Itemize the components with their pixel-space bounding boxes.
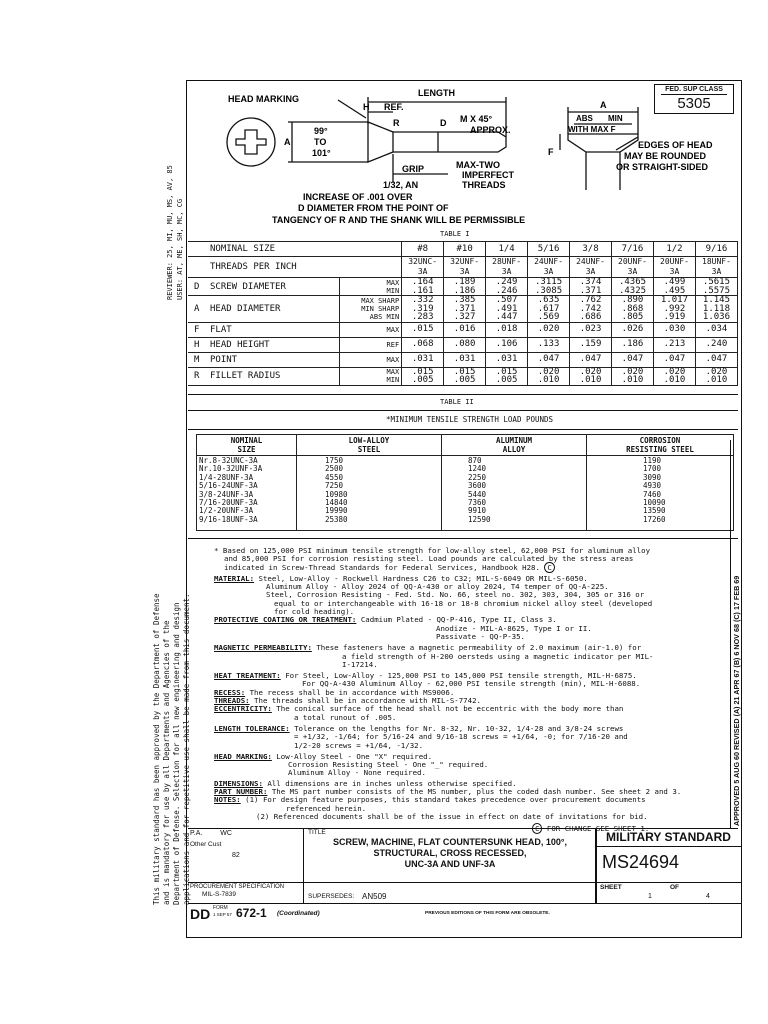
angle-label: 99° TO 101° xyxy=(312,126,331,158)
t1-value: .507 .491 .447 xyxy=(486,296,528,323)
t1-value: 1.145 1.118 1.036 xyxy=(695,296,737,323)
title-line2: STRUCTURAL, CROSS RECESSED, xyxy=(373,848,527,858)
t1-value: .499 .495 xyxy=(653,278,695,296)
cross-recess xyxy=(236,130,266,154)
t1-thread-7: 18UNF-3A xyxy=(695,257,737,278)
t1-size-4: 3/8 xyxy=(570,242,612,257)
edges-line1: EDGES OF HEAD xyxy=(638,140,713,150)
change-c-mark: C xyxy=(532,823,542,834)
t1-value: .020 .010 xyxy=(528,367,570,385)
head-marking-2: Corrosion Resisting Steel - One "_" required. xyxy=(288,760,489,770)
t1-thread-3: 24UNF-3A xyxy=(528,257,570,278)
t1-thread-4: 24UNF-3A xyxy=(570,257,612,278)
t1-value: .3115 .3085 xyxy=(528,278,570,296)
length-tol-1: Tolerance on the lengths for Nr. 8-32, Nr. 10-32, 1/4-28 and 3/8-24 screws xyxy=(289,723,624,733)
t1-row-f xyxy=(188,322,738,337)
a2-label: A xyxy=(600,100,607,110)
mil-std-label: MILITARY STANDARD xyxy=(596,828,741,847)
t1-value: .031 xyxy=(402,352,444,367)
supersedes-cell xyxy=(303,882,597,904)
length-tol-2: = +1/32, -1/64; for 5/16-24 and 9/16-18 screws = +1/64, -0; for 7/16-20 and xyxy=(294,732,628,742)
t1-row-name: HEAD HEIGHT xyxy=(210,339,270,350)
t1-row-m xyxy=(188,352,738,367)
edges-line2: MAY BE ROUNDED xyxy=(624,151,707,161)
table2-bottom-rule xyxy=(188,538,738,539)
t1-row-symbol: F xyxy=(194,324,200,335)
t1-value: .023 xyxy=(570,322,612,337)
heat-2: For QQ-A-430 Aluminum Alloy - 62,000 PSI tensile strength (min), MIL-H-6088. xyxy=(302,679,641,689)
t1-value: .240 xyxy=(695,337,737,352)
eccentricity-2: a total runout of .005. xyxy=(294,712,397,722)
other-cust-value: 82 xyxy=(232,852,240,859)
t1-row-label xyxy=(188,278,340,296)
note-line3: TANGENCY OF R AND THE SHANK WILL BE PERMISSIBLE xyxy=(272,215,526,225)
note-line1: INCREASE OF .001 OVER xyxy=(303,192,413,202)
head-marking-3: Aluminum Alloy - None required. xyxy=(288,768,426,778)
t1-value: .374 .371 xyxy=(570,278,612,296)
ref-label: REF. xyxy=(384,102,404,112)
t1-value: .762 .742 .686 xyxy=(570,296,612,323)
t1-row-symbol: M xyxy=(194,354,200,365)
edges-line3: OR STRAIGHT-SIDED xyxy=(616,162,709,172)
t1-value: .068 xyxy=(402,337,444,352)
material-2: Aluminum Alloy - Alloy 2024 of QQ-A-430 or alloy 2024, T4 temper of QQ-A-225. xyxy=(266,582,609,592)
user-text: USER: AT, ME, SH, MC, CG xyxy=(176,198,184,300)
t1-value: .026 xyxy=(612,322,654,337)
t1-row-nominal-size xyxy=(188,242,738,257)
table1 xyxy=(188,241,738,386)
min-label: MIN xyxy=(608,114,623,123)
m45-label: M X 45° xyxy=(460,114,493,124)
h-label: H xyxy=(363,102,370,112)
t1-value: .4365 .4325 xyxy=(612,278,654,296)
t1-size-7: 9/16 xyxy=(695,242,737,257)
t1-value: .015 .005 xyxy=(486,367,528,385)
d-label: D xyxy=(440,118,447,128)
length-label: LENGTH xyxy=(418,88,455,98)
c-mark: C xyxy=(544,562,554,573)
pa-cell xyxy=(188,828,304,883)
eccentricity-1: The conical surface of the head shall not be eccentric with the body more than xyxy=(271,704,624,714)
protective-label: PROTECTIVE COATING OR TREATMENT: xyxy=(214,615,357,625)
head-top-view xyxy=(227,118,275,166)
t1-row-a xyxy=(188,296,738,323)
t1-row-symbol: D xyxy=(194,281,200,292)
t1-value: .5615 .5575 xyxy=(695,278,737,296)
t1-row-label xyxy=(188,337,340,352)
sheet-value: 1 xyxy=(648,893,652,900)
dimensions-label: DIMENSIONS: xyxy=(214,778,263,788)
coordinated-label: (Coordinated) xyxy=(277,910,320,917)
t1-value: .047 xyxy=(570,352,612,367)
t1-thread-1: 32UNF-3A xyxy=(444,257,486,278)
table2-subtitle: *MINIMUM TENSILE STRENGTH LOAD POUNDS xyxy=(386,415,554,424)
t1-row-label xyxy=(188,322,340,337)
t1-value: .020 .010 xyxy=(695,367,737,385)
supersedes-value: AN509 xyxy=(362,892,387,901)
t1-row-name: POINT xyxy=(210,354,238,365)
t1-value: .635 .617 .569 xyxy=(528,296,570,323)
approval-line4: applications and for repetitive use shall be made from this document. xyxy=(182,593,191,905)
t1-value: .015 xyxy=(402,322,444,337)
t1-row-symbol: R xyxy=(194,371,200,381)
notes-2: (2) Referenced documents shall be of the issue in effect on date of invitations for bid. xyxy=(256,811,648,821)
title-label: TITLE xyxy=(308,829,326,836)
threads-note-label: THREADS: xyxy=(214,696,250,706)
t1-row-label xyxy=(188,367,340,385)
t1-value: .015 .005 xyxy=(444,367,486,385)
t1-value: .020 .010 xyxy=(570,367,612,385)
heat-label: HEAT TREATMENT: xyxy=(214,671,281,681)
previous-editions: PREVIOUS EDITIONS OF THIS FORM ARE OBSOLETE. xyxy=(425,911,550,916)
t1-row-name: HEAD DIAMETER xyxy=(210,303,281,314)
t1-row-qualifier: MAX xyxy=(340,322,402,337)
of-label: OF xyxy=(670,884,680,891)
magnetic-label: MAGNETIC PERMEABILITY: xyxy=(214,643,312,653)
eccentricity-label: ECCENTRICITY: xyxy=(214,704,272,714)
t1-thread-6: 20UNF-3A xyxy=(653,257,695,278)
material-4: equal to or interchangeable with 16-18 or 18-8 chromium nickel alloy steel (developed xyxy=(274,598,653,608)
note-line2: D DIAMETER FROM THE POINT OF xyxy=(298,203,449,213)
t1-row-name: SCREW DIAMETER xyxy=(210,281,286,292)
t1-row-symbol: H xyxy=(194,339,200,350)
t1-value: .020 .010 xyxy=(612,367,654,385)
t1-value: .047 xyxy=(528,352,570,367)
title-line3: UNC-3A AND UNF-3A xyxy=(404,859,496,869)
table1-title: TABLE I xyxy=(440,230,470,238)
table2-head-rule xyxy=(188,429,738,430)
t1-value: .031 xyxy=(486,352,528,367)
protective-3: Passivate - QQ-P-35. xyxy=(436,631,525,641)
screw-shank xyxy=(393,132,506,152)
t1-thread-0: 32UNC-3A xyxy=(402,257,444,278)
abs-label: ABS xyxy=(576,114,593,123)
threads-note-text: The threads shall be in accordance with MIL-S-7742. xyxy=(249,696,481,706)
fed-sup-class-value: 5305 xyxy=(661,94,727,112)
dimensions-text: All dimensions are in inches unless otherwise specified. xyxy=(262,778,517,788)
t1-threads-label: THREADS PER INCH xyxy=(188,257,402,278)
t1-thread-2: 28UNF-3A xyxy=(486,257,528,278)
table2 xyxy=(196,434,734,531)
r-label: R xyxy=(393,118,400,128)
t2-sizes: Nr.8-32UNC-3A Nr.10-32UNF-3A 1/4-28UNF-3A 5/16-24UNF-3A 3/8-24UNF-3A 7/16-20UNF-3A 1/2-20UNF-3A 9/16-18UNF-3A xyxy=(197,456,297,531)
t1-value: .106 xyxy=(486,337,528,352)
material-3: Steel, Corrosion Resisting - Fed. Std. No. 66, steel no. 302, 303, 304, 305 or 316 or xyxy=(266,590,645,600)
t1-value: .047 xyxy=(653,352,695,367)
t1-row-name: FLAT xyxy=(210,324,232,335)
a-label: A xyxy=(284,137,291,147)
length-tol-3: 1/2-20 screws = +1/64, -1/32. xyxy=(294,740,424,750)
t1-value: .015 .005 xyxy=(402,367,444,385)
notes-1: (1) For design feature purposes, this standard takes precedence over procurement documents xyxy=(240,795,646,805)
material-5: for cold heading). xyxy=(274,607,355,617)
t1-value: .080 xyxy=(444,337,486,352)
table2-title: TABLE II xyxy=(440,398,474,406)
t1-value: .890 .868 .805 xyxy=(612,296,654,323)
t1-row-label xyxy=(188,352,340,367)
t1-value: .020 .010 xyxy=(653,367,695,385)
t1-thread-5: 20UNF-3A xyxy=(612,257,654,278)
t1-row-symbol: A xyxy=(194,303,200,314)
pa-value: WC xyxy=(220,830,232,837)
magnetic-3: I-17214. xyxy=(342,659,378,669)
sheet-label: SHEET xyxy=(600,884,622,891)
max-two-label: MAX-TWO xyxy=(456,160,500,170)
approval-line1: This military standard has been approved by the Department of Defense xyxy=(152,593,161,905)
supersedes-label: SUPERSEDES: xyxy=(308,893,355,900)
t1-value: .164 .161 xyxy=(402,278,444,296)
t1-nominal-size-label: NOMINAL SIZE xyxy=(188,242,402,257)
t1-row-r xyxy=(188,367,738,385)
mil-std-cell xyxy=(595,828,741,883)
t1-row-h xyxy=(188,337,738,352)
head-marking-label: HEAD MARKING xyxy=(228,94,299,104)
threads-label: THREADS xyxy=(462,180,506,190)
shank-right-view xyxy=(586,152,620,190)
notes-1b: referenced herein. xyxy=(286,803,367,813)
t1-row-d xyxy=(188,278,738,296)
t1-value: .020 xyxy=(528,322,570,337)
form-label: FORM xyxy=(213,905,228,911)
t2-aluminum: 870 1240 2250 3600 5440 7360 9910 12590 xyxy=(442,456,587,531)
pa-label: P.A. xyxy=(190,830,203,837)
t1-value: .133 xyxy=(528,337,570,352)
t1-value: .047 xyxy=(612,352,654,367)
note-0c: indicated in Screw-Thread Standards for Federal Services, Handbook H28. xyxy=(224,562,540,572)
change-note: FOR CHANGE SEE SHEET 1. xyxy=(546,824,650,834)
note-0b: and 85,000 PSI for corrosion resisting steel. Load pounds are calculated by the stress areas xyxy=(224,554,634,564)
of-value: 4 xyxy=(706,893,710,900)
t1-value: 1.017 .992 .919 xyxy=(653,296,695,323)
recess-text: The recess shall be in accordance with MS9006. xyxy=(245,687,455,697)
fed-sup-class-label: FED. SUP CLASS xyxy=(665,86,723,93)
t2-header-low-alloy: LOW-ALLOY STEEL xyxy=(297,435,442,456)
part-number-label: PART NUMBER: xyxy=(214,787,268,797)
sheet-cell xyxy=(595,882,741,904)
form-date: 1 SEP 57 xyxy=(213,912,232,917)
t1-row-qualifier: MAX SHARP MIN SHARP ABS MIN xyxy=(340,296,402,323)
t1-value: .030 xyxy=(653,322,695,337)
head-marking-1: Low-Alloy Steel - One "X" required. xyxy=(271,751,433,761)
t1-row-name: FILLET RADIUS xyxy=(210,371,281,381)
proc-spec-cell xyxy=(188,882,304,904)
one32-label: 1/32, AN xyxy=(383,180,419,190)
t1-value: .034 xyxy=(695,322,737,337)
t1-size-5: 7/16 xyxy=(612,242,654,257)
t1-size-6: 1/2 xyxy=(653,242,695,257)
magnetic-1: These fasteners have a magnetic permeability of 2.0 maximum (air-1.0) for xyxy=(311,643,642,653)
reviewer-text: REVIEWER: 25, MI, MU, MS, AV, 85 xyxy=(166,165,174,300)
t1-row-qualifier: REF xyxy=(340,337,402,352)
notes-block xyxy=(214,547,734,834)
title-cell xyxy=(303,828,597,883)
grip-label: GRIP xyxy=(402,164,425,174)
t1-row-qualifier: MAX MIN xyxy=(340,278,402,296)
head-marking-note-label: HEAD MARKING: xyxy=(214,751,272,761)
t1-value: .018 xyxy=(486,322,528,337)
recess-label: RECESS: xyxy=(214,687,246,697)
t1-row-label xyxy=(188,296,340,323)
t1-value: .159 xyxy=(570,337,612,352)
dd-mark: DD xyxy=(190,906,211,922)
f-label: F xyxy=(548,147,554,157)
t1-value: .249 .246 xyxy=(486,278,528,296)
t2-low-alloy: 1750 2500 4550 7250 10980 14840 19990 25380 xyxy=(297,456,442,531)
material-label: MATERIAL: xyxy=(214,573,255,583)
with-max-f-label: WITH MAX F xyxy=(568,125,616,134)
proc-spec-label: PROCUREMENT SPECIFICATION xyxy=(190,884,285,890)
approx-label: APPROX. xyxy=(470,125,511,135)
t1-size-1: #10 xyxy=(444,242,486,257)
t1-row-threads xyxy=(188,257,738,278)
note-0: * Based on 125,000 PSI minimum tensile strength for low-alloy steel, 62,000 PSI for aluminum alloy xyxy=(214,546,651,555)
other-cust-label: Other Cust xyxy=(190,841,222,848)
protective-2: Anodize - MIL-A-8625, Type I or II. xyxy=(436,623,592,633)
table2-top-rule xyxy=(188,394,738,395)
t2-header-corrosion: CORROSION RESISTING STEEL xyxy=(587,435,734,456)
head-side-view xyxy=(368,122,393,162)
t1-value: .189 .186 xyxy=(444,278,486,296)
table2-sub-rule xyxy=(188,410,738,411)
revision-text: APPROVED 5 AUG 60 REVISED (A) 21 APR 67 (B) 6 NOV 68 (C) 17 FEB 69 xyxy=(732,575,741,826)
t1-size-3: 5/16 xyxy=(528,242,570,257)
material-1: Steel, Low-Alloy - Rockwell Hardness C26 to C32; MIL-S-6049 OR MIL-S-6050. xyxy=(254,573,588,583)
screw-diagram xyxy=(188,82,738,242)
t1-value: .186 xyxy=(612,337,654,352)
proc-spec-value: MIL-S-7839 xyxy=(202,891,236,898)
t2-header-size: NOMINAL SIZE xyxy=(197,435,297,456)
magnetic-2: a field strength of H-200 oersteds using a magnetic indicator per MIL- xyxy=(342,651,654,661)
t1-row-qualifier: MAX xyxy=(340,352,402,367)
t2-corrosion: 1190 1700 3090 4930 7460 10090 13590 17260 xyxy=(587,456,734,531)
t1-value: .031 xyxy=(444,352,486,367)
t1-value: .016 xyxy=(444,322,486,337)
t1-row-qualifier: MAX MIN xyxy=(340,367,402,385)
t1-value: .047 xyxy=(695,352,737,367)
imperfect-label: IMPERFECT xyxy=(462,170,515,180)
length-tol-label: LENGTH TOLERANCE: xyxy=(214,723,290,733)
form-number: 672-1 xyxy=(236,906,267,920)
t1-size-0: #8 xyxy=(402,242,444,257)
t1-value: .213 xyxy=(653,337,695,352)
ms-number: MS24694 xyxy=(602,852,680,872)
heat-1: For Steel, Low-Alloy - 125,000 PSI to 145,000 PSI tensile strength, MIL-H-6875. xyxy=(280,671,637,681)
title-line1: SCREW, MACHINE, FLAT COUNTERSUNK HEAD, 100°, xyxy=(333,837,567,847)
t2-header-aluminum: ALUMINUM ALLOY xyxy=(442,435,587,456)
t1-value: .385 .371 .327 xyxy=(444,296,486,323)
protective-1: Cadmium Plated - QQ-P-416, Type II, Class 3. xyxy=(356,615,557,625)
part-number-text: The MS part number consists of the MS number, plus the coded dash number. See sheet 2 and 3. xyxy=(267,787,682,797)
notes-label: NOTES: xyxy=(214,795,241,805)
approval-line3: Department of Defense. Selection for all new engineering and design xyxy=(172,602,181,905)
t1-value: .332 .319 .283 xyxy=(402,296,444,323)
approval-line2: and is mandatory for use by all Departments and Agencies of the xyxy=(162,620,171,905)
t1-size-2: 1/4 xyxy=(486,242,528,257)
